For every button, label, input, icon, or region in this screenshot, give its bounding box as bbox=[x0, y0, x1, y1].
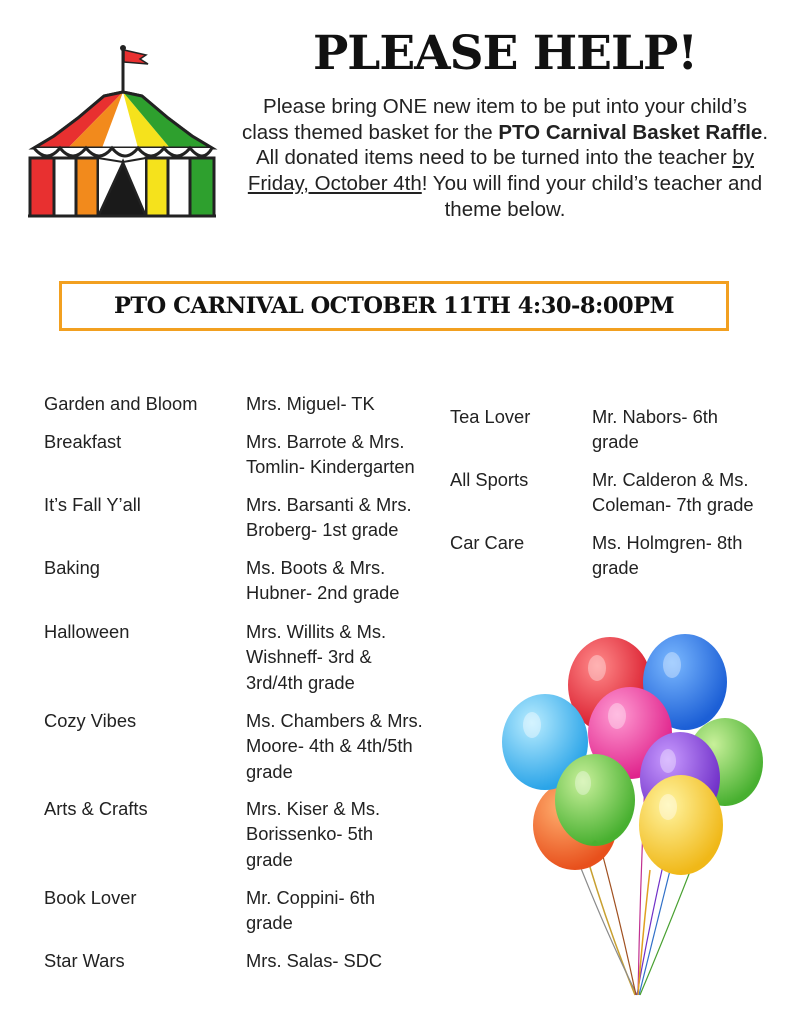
teacher-label: Mrs. Salas- SDC bbox=[246, 950, 383, 971]
page-title: PLEASE HELP! bbox=[312, 26, 698, 81]
circus-tent-icon bbox=[20, 40, 225, 220]
teacher-label: Mrs. Willits & Ms. Wishneff- 3rd & 3rd/4th grade bbox=[246, 621, 387, 693]
intro-text: ! You will find your child’s teacher and theme below. bbox=[421, 172, 763, 221]
theme-label: Baking bbox=[44, 557, 100, 578]
teacher-label: Ms. Boots & Mrs. Hubner- 2nd grade bbox=[246, 557, 400, 604]
theme-label: Garden and Bloom bbox=[44, 393, 198, 414]
teacher-label: Mr. Nabors- 6th grade bbox=[592, 406, 718, 453]
teacher-label: Mrs. Barrote & Mrs. Tomlin- Kindergarten bbox=[246, 431, 415, 478]
teacher-label: Mrs. Miguel- TK bbox=[246, 393, 375, 414]
theme-label: Tea Lover bbox=[450, 406, 531, 427]
teacher-label: Mr. Calderon & Ms. Coleman- 7th grade bbox=[592, 469, 754, 516]
theme-label: Cozy Vibes bbox=[44, 710, 137, 731]
teacher-label: Mrs. Barsanti & Mrs. Broberg- 1st grade bbox=[246, 494, 412, 541]
theme-label: Breakfast bbox=[44, 431, 122, 452]
theme-label: Book Lover bbox=[44, 887, 137, 908]
banner-text: PTO CARNIVAL OCTOBER 11TH 4:30-8:00PM bbox=[114, 293, 674, 319]
intro-underlined-date: by Friday, October 4th bbox=[247, 146, 755, 196]
teacher-label: Mr. Coppini- 6th grade bbox=[246, 887, 376, 934]
carnival-banner bbox=[59, 281, 729, 331]
theme-label: Arts & Crafts bbox=[44, 798, 148, 819]
intro-bold-text: PTO Carnival Basket Raffle bbox=[498, 120, 763, 144]
theme-label: Halloween bbox=[44, 621, 130, 642]
teacher-label: Ms. Holmgren- 8th grade bbox=[592, 532, 743, 579]
intro-text: . All donated items need to be turned into the teacher bbox=[255, 120, 769, 170]
theme-label: All Sports bbox=[450, 469, 529, 490]
theme-label: It’s Fall Y’all bbox=[44, 494, 141, 515]
theme-label: Car Care bbox=[450, 532, 525, 553]
balloons-icon bbox=[495, 630, 770, 1005]
intro-text: Please bring ONE new item to be put into your child’s class themed basket for the bbox=[241, 95, 747, 144]
intro-paragraph bbox=[240, 94, 770, 223]
theme-label: Star Wars bbox=[44, 950, 125, 971]
teacher-label: Mrs. Kiser & Ms. Borissenko- 5th grade bbox=[246, 798, 381, 870]
teacher-label: Ms. Chambers & Mrs. Moore- 4th & 4th/5th grade bbox=[246, 710, 423, 782]
